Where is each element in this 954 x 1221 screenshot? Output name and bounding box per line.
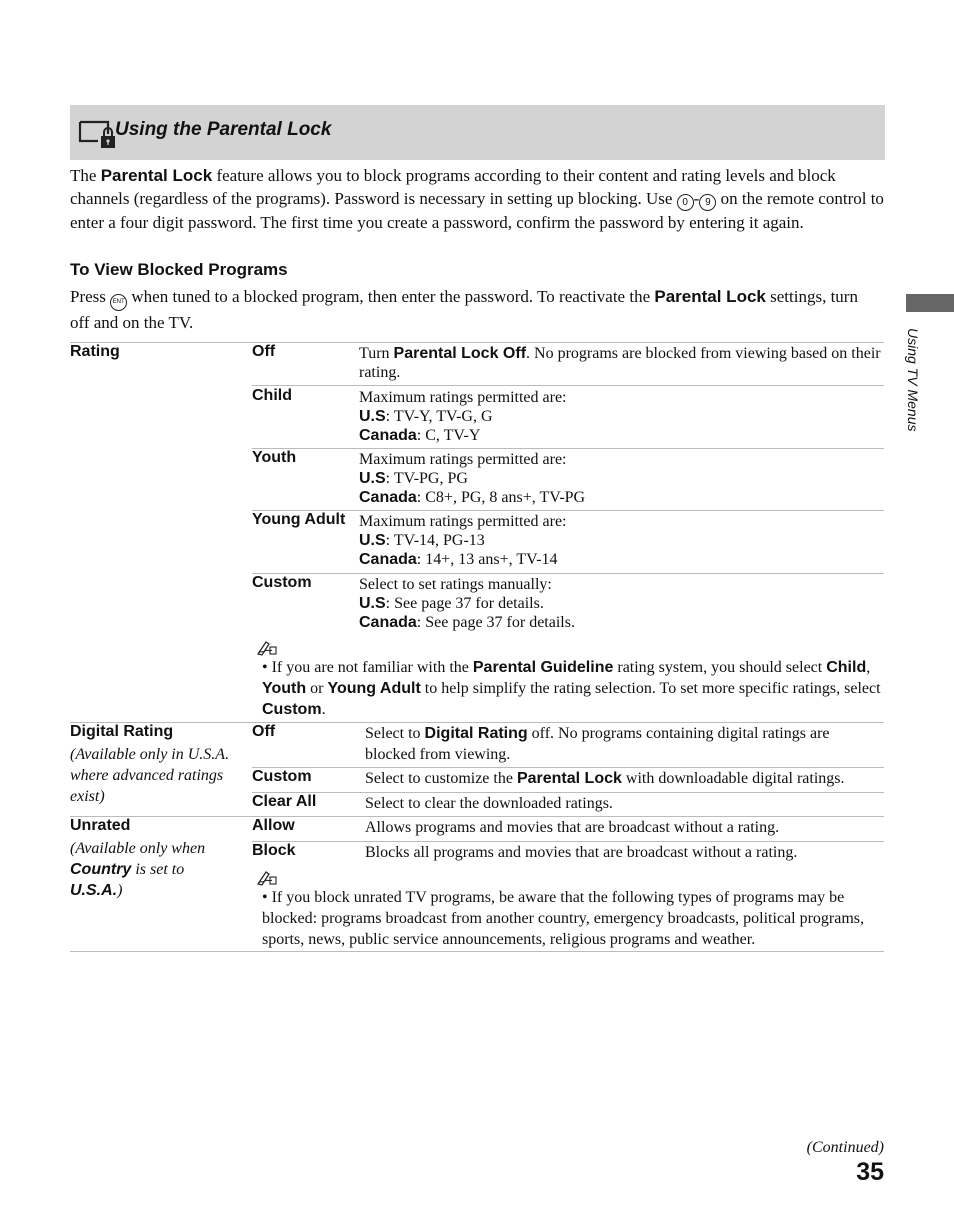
section-title: Using the Parental Lock [115,119,332,140]
digital-custom-desc: Select to customize the Parental Lock with downloadable digital ratings. [365,770,845,787]
digital-custom-option: Custom [252,768,312,785]
unrated-note: • If you block unrated TV programs, be aware that the following types of programs may be blocked: programs broadcast from another country, emergency broadcasts, political programs, sports, news, public service announcements, religious programs and weather. [262,889,865,948]
table-rule [70,951,884,952]
rating-child-desc: Maximum ratings permitted are: U.S: TV-Y, TV-G, G Canada: C, TV-Y [359,389,567,444]
rating-off-option: Off [252,343,276,360]
section-banner [70,105,885,160]
digital-clear-all-option: Clear All [252,793,317,810]
rating-youth-desc: Maximum ratings permitted are: U.S: TV-PG, PG Canada: C8+, PG, 8 ans+, TV-PG [359,451,586,506]
rating-young-adult-option: Young Adult [252,511,346,528]
table-rule [70,342,884,343]
side-tab-label: Using TV Menus [905,328,921,432]
digital-rating-label: Digital Rating [70,723,174,740]
rating-off-desc: Turn Parental Lock Off. No programs are blocked from viewing based on their rating. [359,345,881,381]
rating-label: Rating [70,343,120,360]
rating-young-adult-desc: Maximum ratings permitted are: U.S: TV-14, PG-13 Canada: 14+, 13 ans+, TV-14 [359,513,567,568]
digital-off-desc: Select to Digital Rating off. No programs containing digital ratings are blocked from viewing. [365,725,830,763]
rating-custom-desc: Select to set ratings manually: U.S: See page 37 for details. Canada: See page 37 for details. [359,576,575,631]
row-divider [252,448,884,449]
side-tab-marker [906,294,954,312]
rating-note: • If you are not familiar with the Parental Guideline rating system, you should select Child, Youth or Young Adult to help simplify the rating selection. To set more specific ratings, select Custom. [262,659,881,718]
ent-key-icon: ENT [110,294,127,311]
unrated-allow-desc: Allows programs and movies that are broadcast without a rating. [365,819,780,836]
row-divider [252,573,884,574]
row-divider [252,510,884,511]
unrated-availability: (Available only when Country is set to U.S.A.) [70,840,206,899]
row-divider [252,385,884,386]
intro-paragraph: The Parental Lock feature allows you to block programs according to their content and rating levels and block channels (regardless of the programs). Password is necessary in setting up blocking. Use 0 - 9 on the remote control to enter a four digit password. The first time you create a password, confirm the password by entering it again. [70,166,884,232]
unrated-label: Unrated [70,817,131,834]
key-0-icon: 0 [677,194,694,211]
note-pen-icon [256,868,278,886]
rating-youth-option: Youth [252,449,297,466]
parental-lock-icon [78,119,116,149]
digital-rating-availability: (Available only in U.S.A. where advanced ratings exist) [70,746,230,805]
rating-custom-option: Custom [252,574,312,591]
digital-clear-all-desc: Select to clear the downloaded ratings. [365,795,613,812]
digital-off-option: Off [252,723,276,740]
unrated-allow-option: Allow [252,817,295,834]
key-9-icon: 9 [699,194,716,211]
page-number: 35 [856,1158,884,1186]
note-pen-icon [256,638,278,656]
view-blocked-heading: To View Blocked Programs [70,260,288,279]
continued-label: (Continued) [806,1139,884,1156]
unrated-block-option: Block [252,842,296,859]
rating-child-option: Child [252,387,292,404]
view-blocked-paragraph: Press ENT when tuned to a blocked program, then enter the password. To reactivate the Parental Lock settings, turn off and on the TV. [70,287,858,332]
unrated-block-desc: Blocks all programs and movies that are broadcast without a rating. [365,844,798,861]
